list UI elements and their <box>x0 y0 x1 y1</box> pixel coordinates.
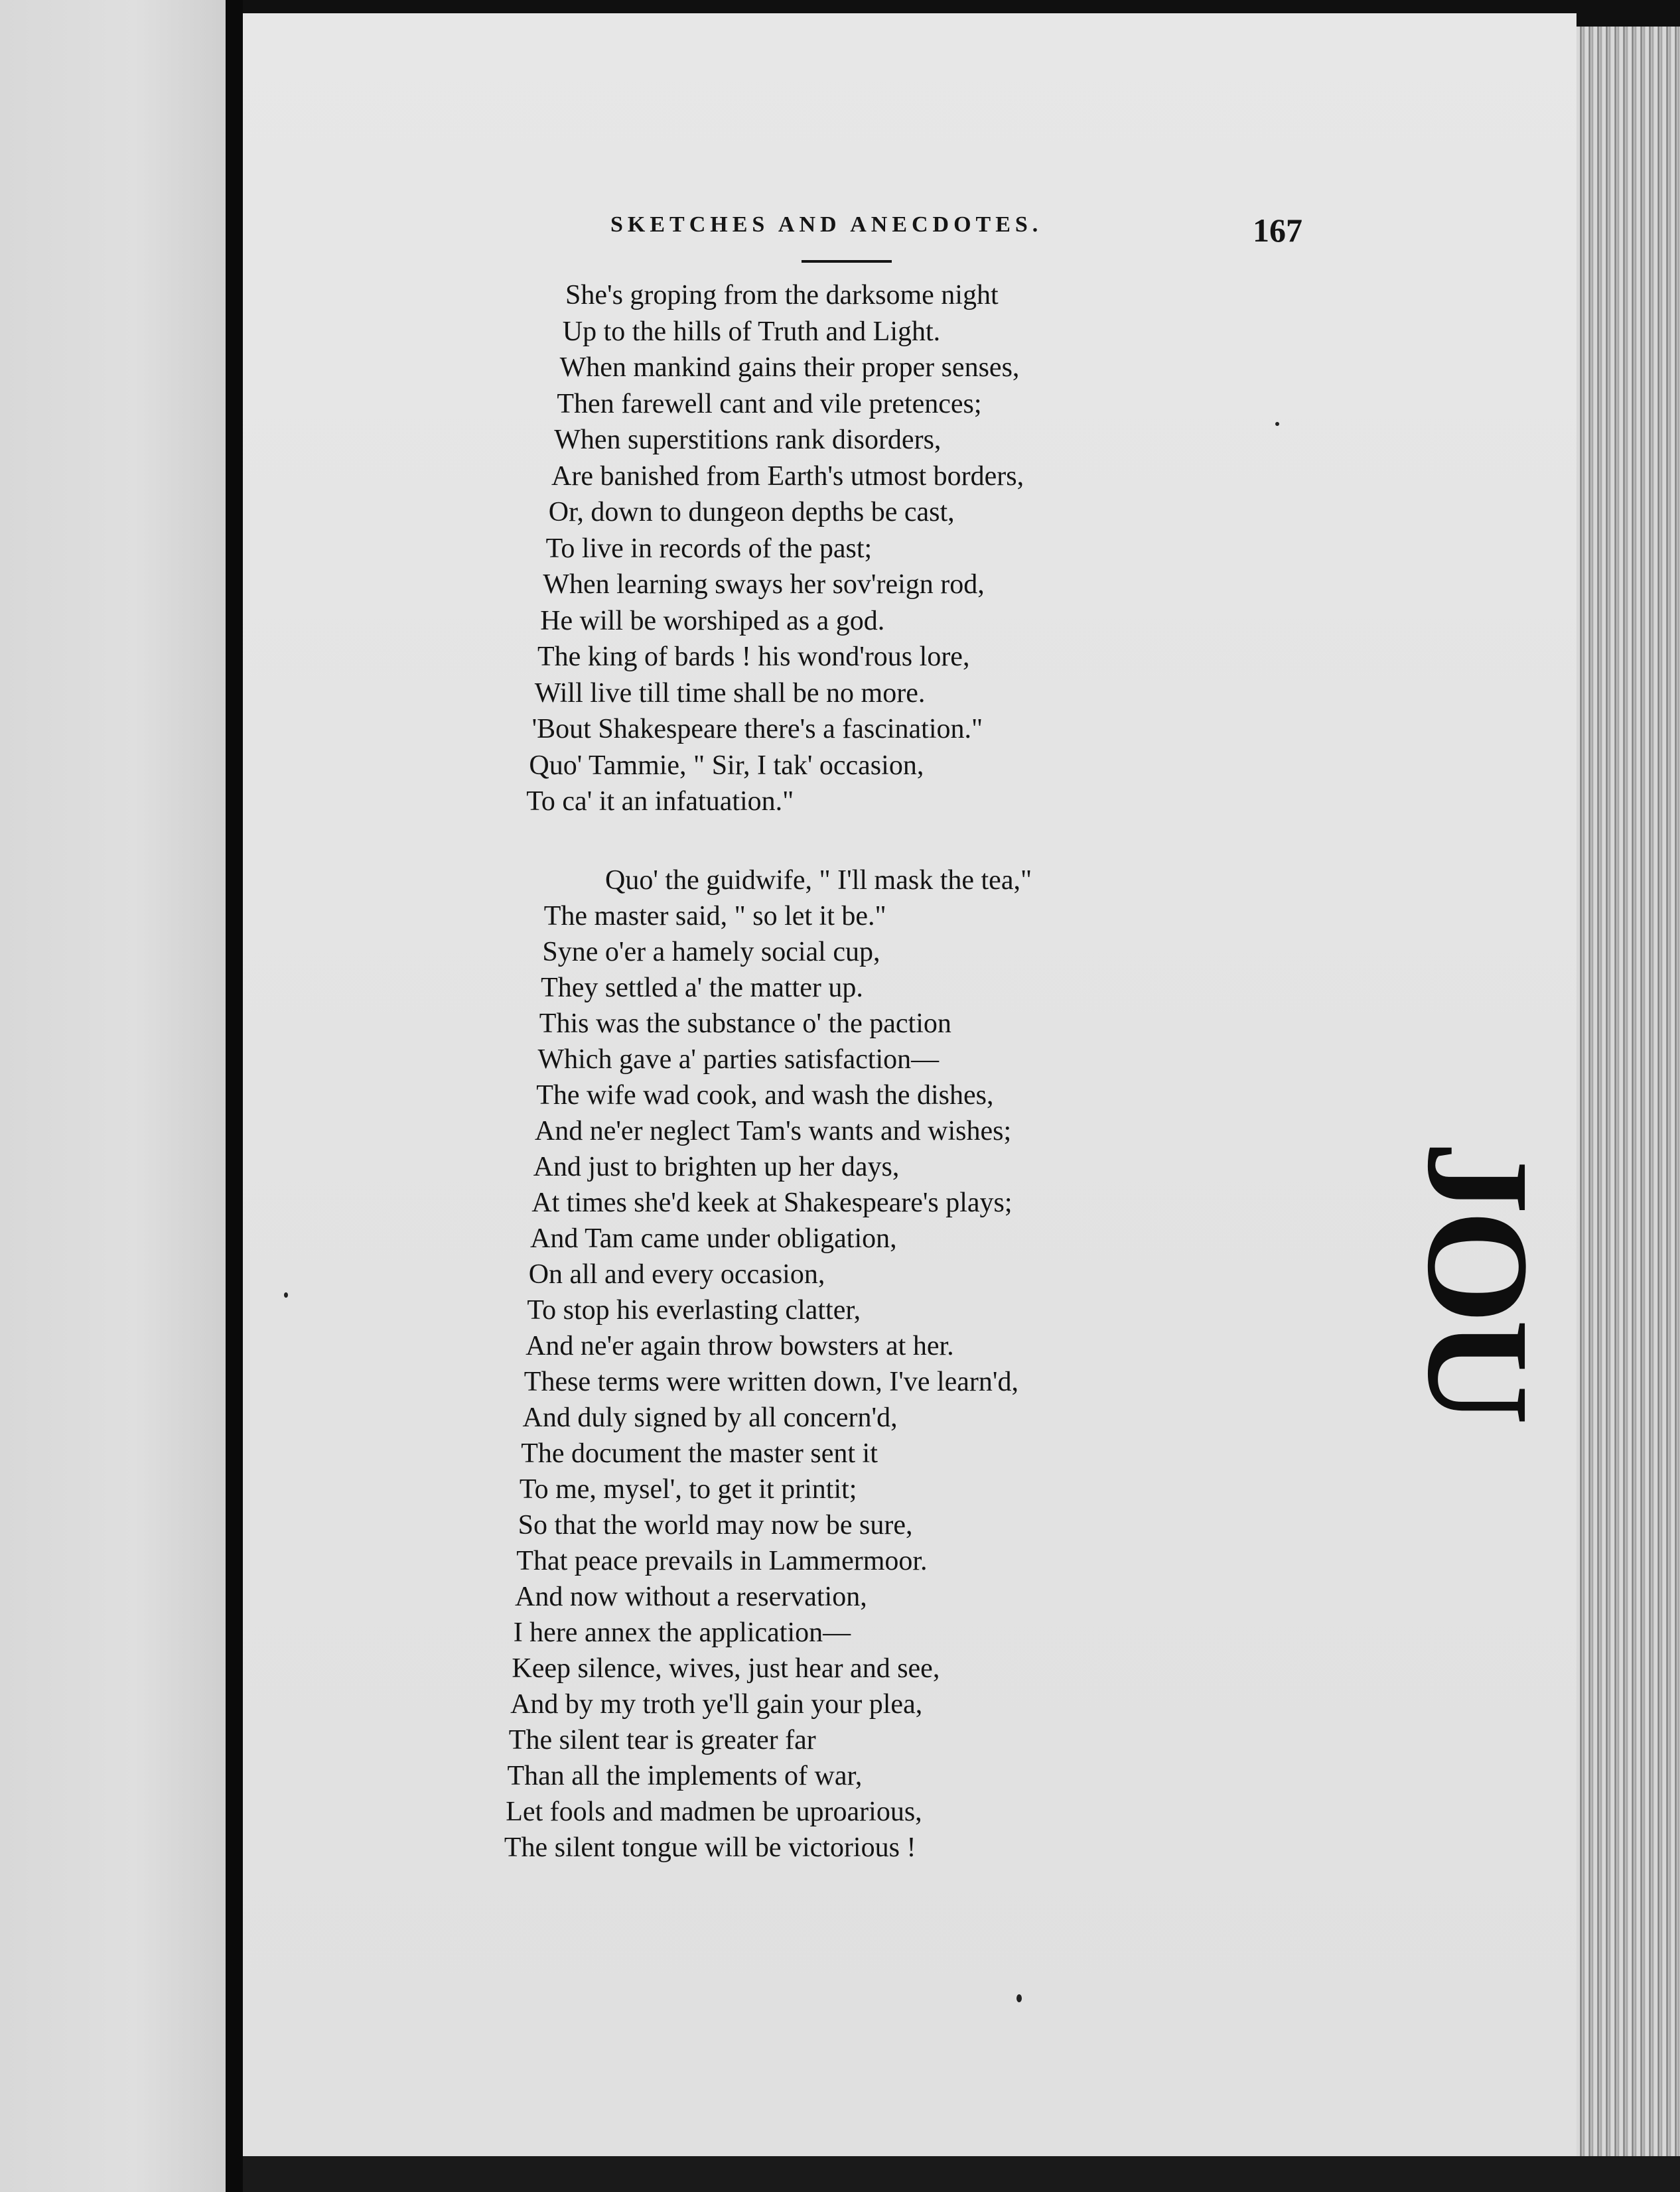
verse-line: And ne'er neglect Tam's wants and wishes; <box>534 1116 1012 1146</box>
verse-line: The silent tongue will be victorious ! <box>504 1832 916 1863</box>
verse-line: Will live till time shall be no more. <box>534 677 926 709</box>
verse-line: On all and every occasion, <box>528 1259 825 1290</box>
verse-line: To stop his everlasting clatter, <box>527 1295 861 1326</box>
verse-line: He will be worshiped as a god. <box>540 605 885 636</box>
ink-speck <box>1016 1994 1022 2002</box>
verse-line: To live in records of the past; <box>545 533 873 564</box>
verse-line: And duly signed by all concern'd, <box>522 1403 898 1433</box>
verse-line: Than all the implements of war, <box>507 1761 863 1791</box>
verse-line: They settled a' the matter up. <box>541 973 863 1003</box>
verse-line: That peace prevails in Lammermoor. <box>516 1546 928 1576</box>
verse-line: Which gave a' parties satisfaction— <box>537 1044 940 1075</box>
edge-stamp: JOU <box>1397 1141 1559 1421</box>
verse-line: To ca' it an infatuation." <box>526 786 794 817</box>
verse-line: At times she'd keek at Shakespeare's plays; <box>531 1188 1013 1218</box>
page-edges <box>1576 27 1680 2163</box>
verse-line: Syne o'er a hamely social cup, <box>542 937 880 967</box>
ink-speck <box>1275 422 1279 426</box>
verse-line: And Tam came under obligation, <box>530 1223 897 1254</box>
verse-line: These terms were written down, I've learn'd, <box>524 1367 1018 1397</box>
verse-line: And by my troth ye'll gain your plea, <box>510 1689 923 1720</box>
verse-line: Quo' Tammie, " Sir, I tak' occasion, <box>529 750 924 781</box>
verse-line: And just to brighten up her days, <box>533 1152 900 1182</box>
verse-line: When mankind gains their proper senses, <box>559 352 1020 383</box>
header-rule <box>802 260 892 263</box>
verse-line: To me, mysel', to get it printit; <box>519 1474 857 1505</box>
running-head: SKETCHES AND ANECDOTES. <box>610 212 1043 237</box>
verse-line: And ne'er again throw bowsters at her. <box>525 1331 954 1361</box>
verse-line: Keep silence, wives, just hear and see, <box>512 1653 940 1684</box>
verse-line: Up to the hills of Truth and Light. <box>562 316 941 347</box>
verse-line: Let fools and madmen be uproarious, <box>506 1797 922 1827</box>
verse-line: The king of bards ! his wond'rous lore, <box>537 642 970 672</box>
verse-line: The silent tear is greater far <box>508 1725 816 1755</box>
verse-line: And now without a reservation, <box>515 1582 867 1612</box>
verse-line: So that the world may now be sure, <box>518 1510 913 1541</box>
ink-speck <box>284 1292 288 1298</box>
verse-line: Are banished from Earth's utmost borders, <box>551 460 1024 492</box>
verse-line: The document the master sent it <box>521 1438 878 1469</box>
verse-line: Quo' the guidwife, " I'll mask the tea," <box>605 865 1032 896</box>
page-number: 167 <box>1253 212 1302 249</box>
bottom-edge <box>243 2156 1680 2192</box>
verse-line: Then farewell cant and vile pretences; <box>557 388 982 419</box>
verse-line: Or, down to dungeon depths be cast, <box>548 497 955 527</box>
verse-line: The wife wad cook, and wash the dishes, <box>536 1080 994 1111</box>
verse-line: When superstitions rank disorders, <box>554 425 942 455</box>
verse-line: This was the substance o' the paction <box>539 1008 951 1039</box>
book-gutter <box>226 0 243 2192</box>
verse-line: The master said, " so let it be." <box>543 901 886 931</box>
verse-line: She's groping from the darksome night <box>565 280 999 310</box>
verse-line: 'Bout Shakespeare there's a fascination." <box>531 714 983 744</box>
verse-line: When learning sways her sov'reign rod, <box>543 569 985 600</box>
left-page <box>0 0 226 2192</box>
verse-line: I here annex the application— <box>513 1617 851 1648</box>
